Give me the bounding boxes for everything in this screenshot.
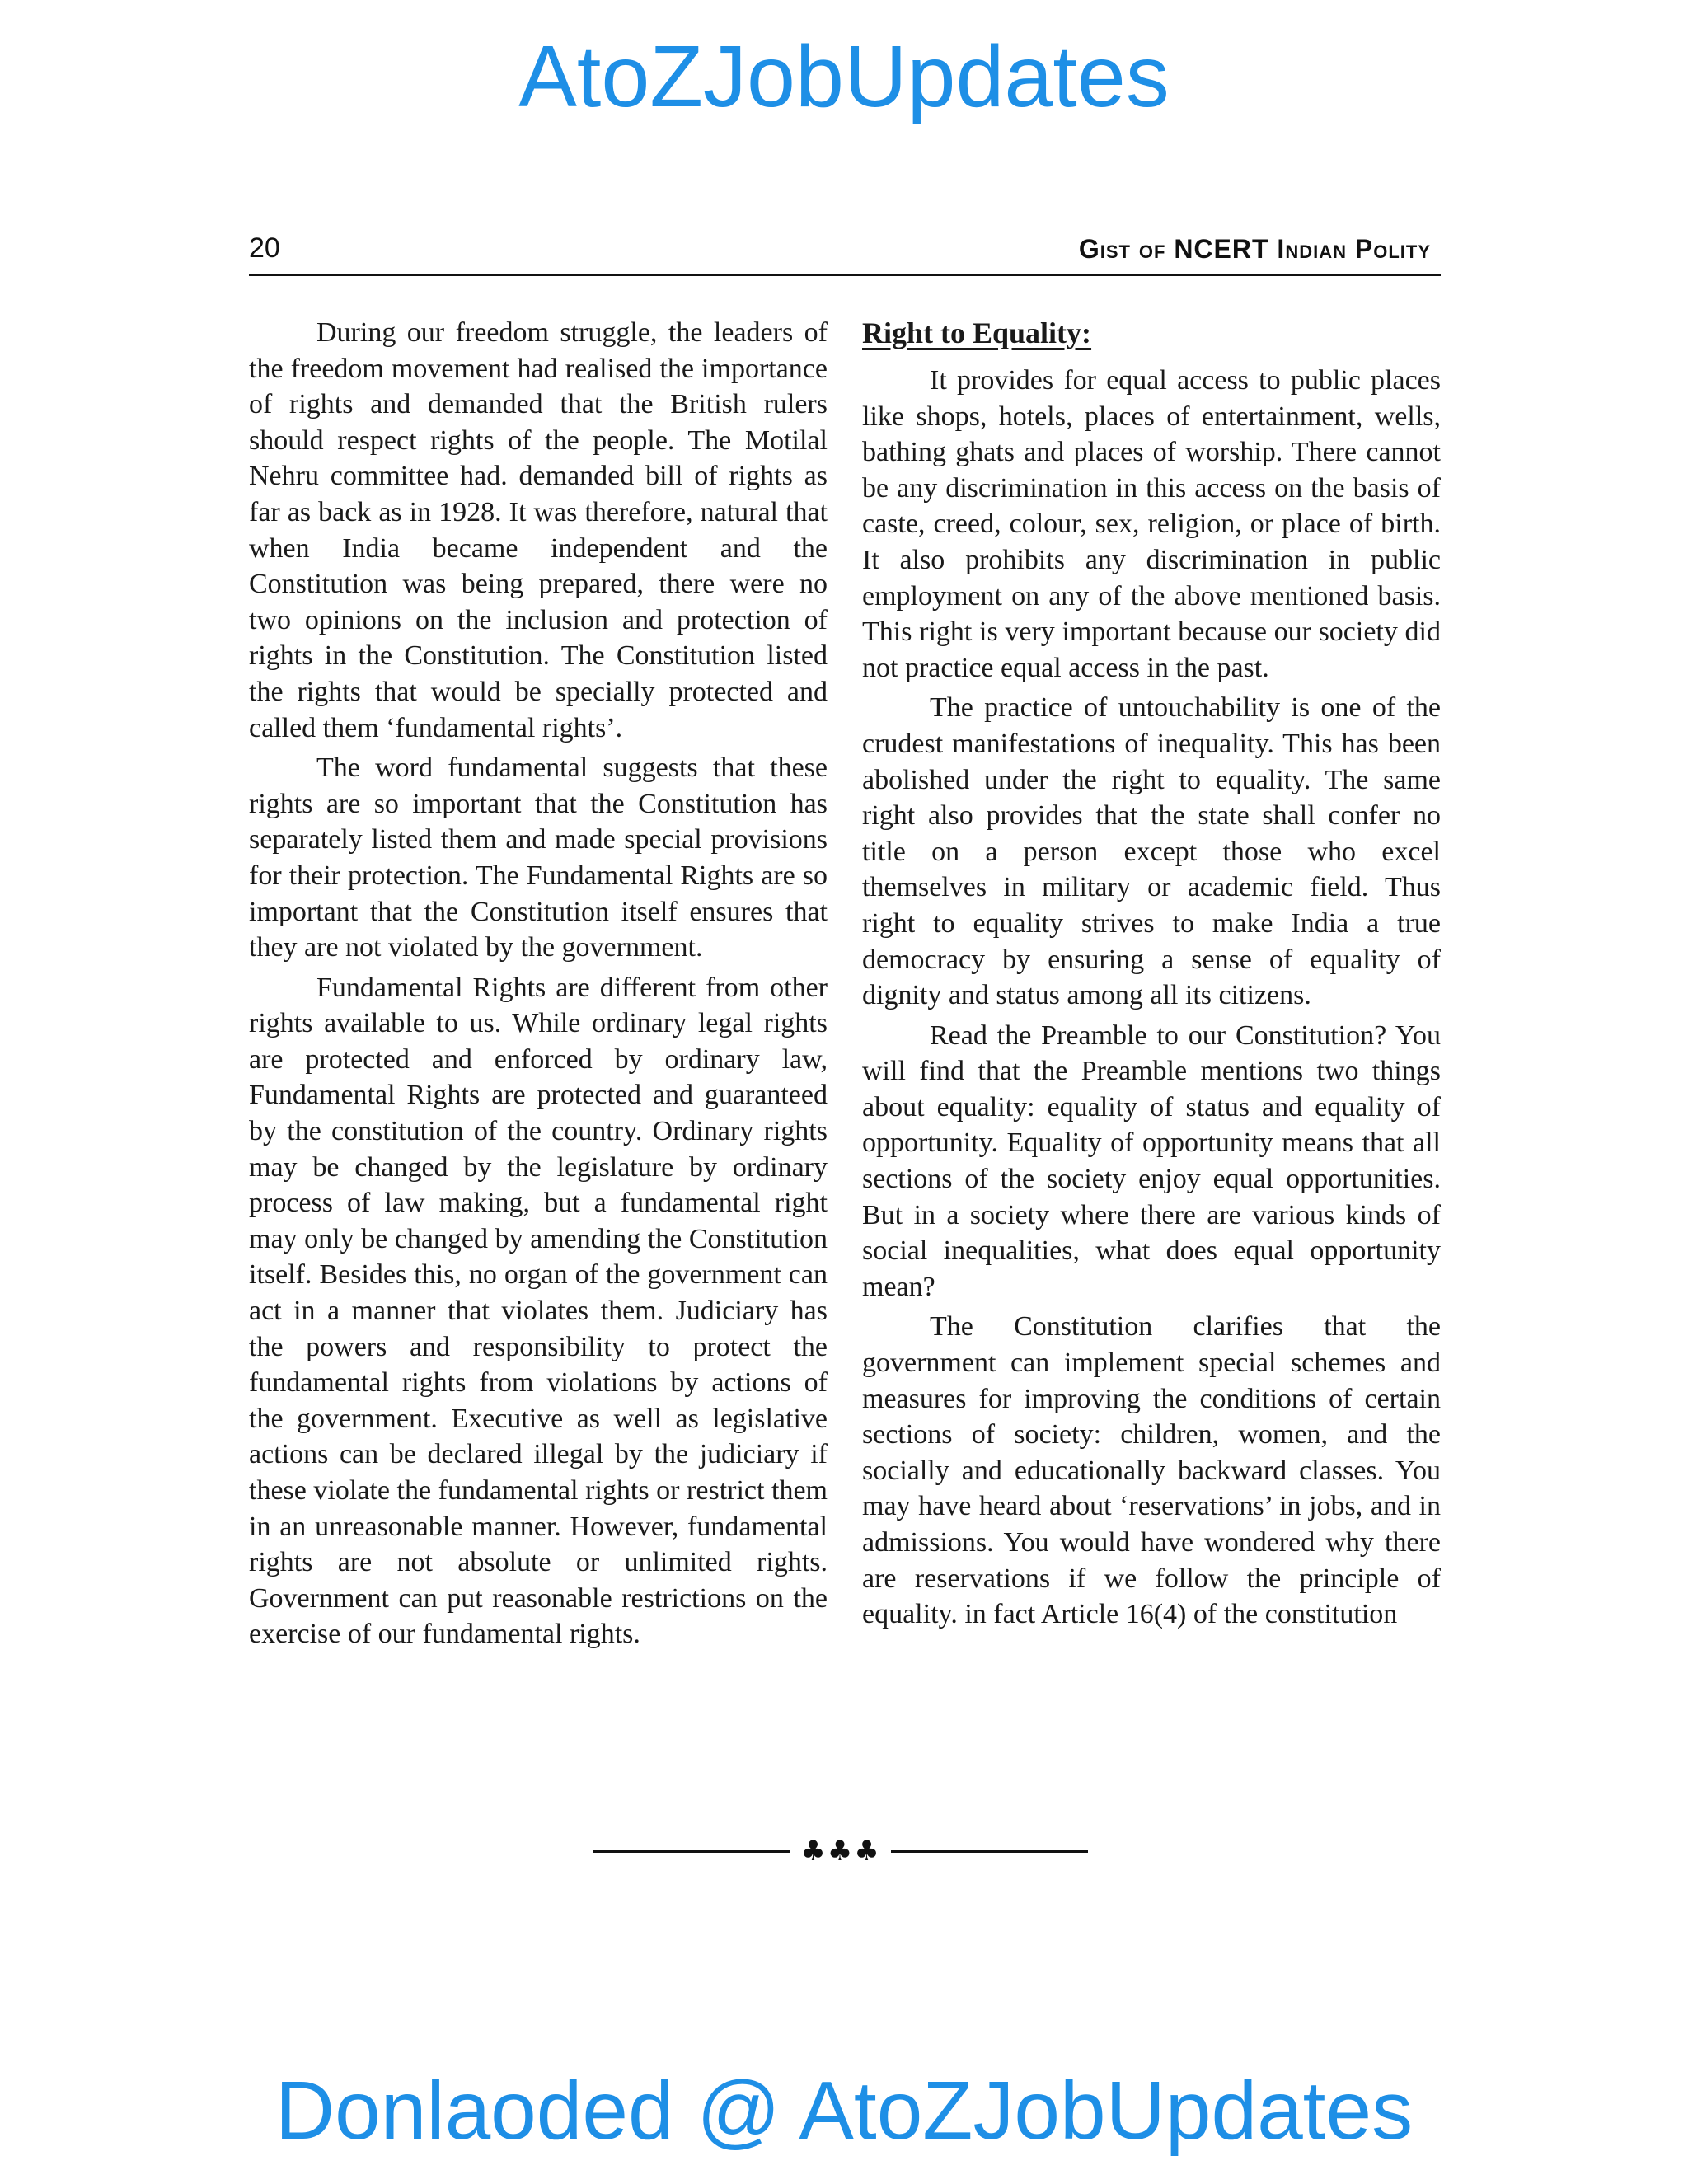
watermark-top: AtoZJobUpdates	[518, 28, 1170, 125]
club-suit-icon: ♣♣♣	[800, 1835, 881, 1868]
paragraph: The practice of untouchability is one of the crudest manifestations of inequality. This has been abolished under the right to equality. The same right also provides that the state shall confer no title on a person except those who excel themselves in military or academic field. Thus right to equality strives to make India a true democracy by ensuring a sense of equality of dignity and status among all its citizens.	[862, 692, 1441, 1011]
watermark-bottom: Donlaoded @ AtoZJobUpdates	[274, 2064, 1414, 2157]
paragraph: The Constitution clarifies that the government can implement special schemes and measures for improving the conditions of certain sections of society: children, women, and the socially and educationally backward classes. You may have heard about ‘reservations’ in jobs, and in admissions. You would have wondered why there are reservations if we follow the principle of equality. in fact Article 16(4) of the constitution	[862, 1311, 1441, 1630]
paragraph: The word fundamental suggests that these rights are so important that the Constitution has separately listed them and made special provisions for their protection. The Fundamental Rights are so important that the Constitution itself ensures that they are not violated by the government.	[249, 752, 828, 963]
ornament-rule-right	[891, 1850, 1088, 1853]
end-ornament	[593, 1835, 1088, 1868]
paragraph: During our freedom struggle, the leaders of the freedom movement had realised the importance of rights and demanded that the British rulers should respect rights of the people. The Motilal Nehru committee had. demanded bill of rights as far as back as in 1928. It was therefore, natural that when India became independent and the Constitution was being prepared, there were no two opinions on the inclusion and protection of rights in the Constitution. The Constitution listed the rights that would be specially protected and called them ‘fundamental rights’.	[249, 317, 828, 743]
page-header	[249, 231, 1441, 276]
paragraph: It provides for equal access to public places like shops, hotels, places of entertainment, wells, bathing ghats and places of worship. There cannot be any discrimination in this access on the basis of caste, creed, colour, sex, religion, or place of birth. It also prohibits any discrimination in public employment on any of the above mentioned basis. This right is very important because our society did not practice equal access in the past.	[862, 365, 1441, 683]
page-number: 20	[249, 232, 280, 264]
section-heading: Right to Equality:	[862, 316, 1092, 349]
running-title: Gist of NCERT Indian Polity	[1078, 234, 1431, 264]
left-column	[249, 315, 828, 1657]
paragraph: Read the Preamble to our Constitution? You will find that the Preamble mentions two things about equality: equality of status and equality of opportunity. Equality of opportunity means that all sections of the society enjoy equal opportunities. But in a society where there are various kinds of social inequalities, what does equal opportunity mean?	[862, 1019, 1441, 1302]
right-column	[862, 315, 1441, 1637]
paragraph: Fundamental Rights are different from other rights available to us. While ordinary legal rights are protected and enforced by ordinary law, Fundamental Rights are protected and guaranteed by the constitution of the country. Ordinary rights may be changed by the legislature by ordinary process of law making, but a fundamental right may only be changed by amending the Constitution itself. Besides this, no organ of the government can act in a manner that violates them. Judiciary has the powers and responsibility to protect the fundamental rights from violations by actions of the government. Executive as well as legislative actions can be declared illegal by the judiciary if these violate the fundamental rights or restrict them in an unreasonable manner. However, fundamental rights are not absolute or unlimited rights. Government can put reasonable restrictions on the exercise of our fundamental rights.	[249, 972, 828, 1650]
ornament-rule-left	[593, 1850, 790, 1853]
